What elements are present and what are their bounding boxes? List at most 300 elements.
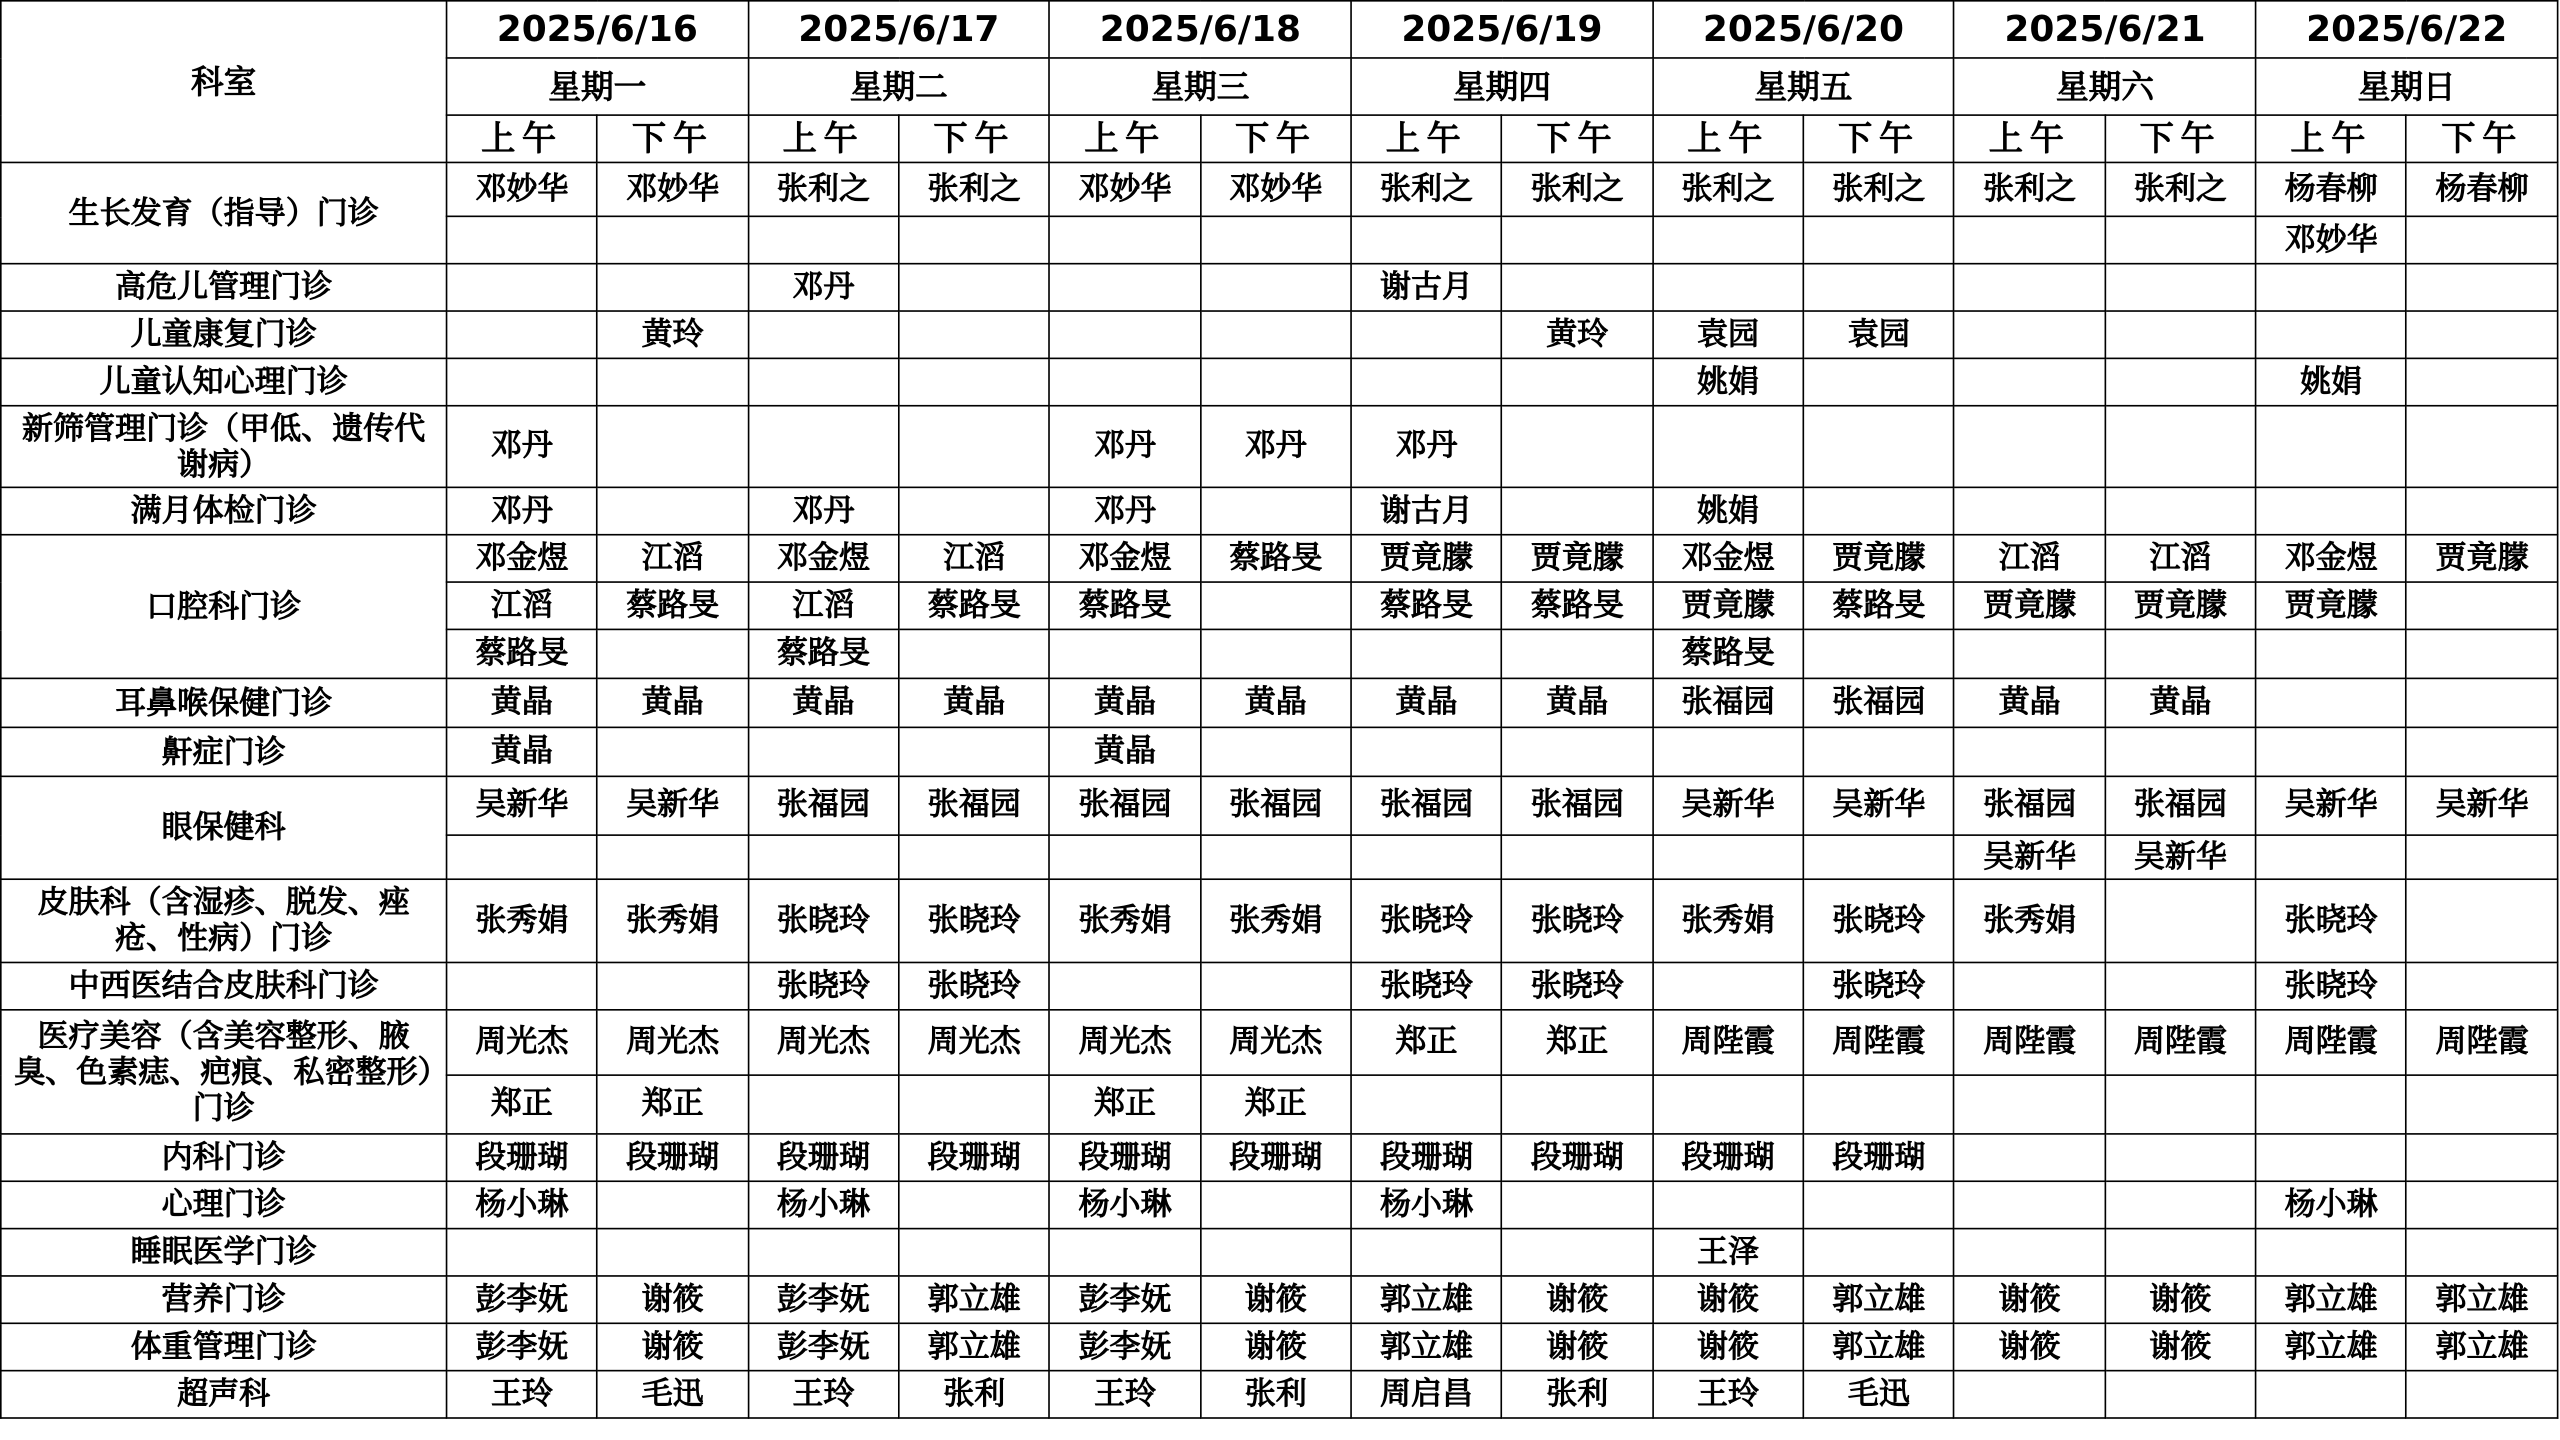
department-name: 口腔科门诊 xyxy=(1,535,447,679)
doctor-cell: 谢筱 xyxy=(1954,1323,2105,1370)
doctor-cell xyxy=(447,962,598,1009)
doctor-cell: 郭立雄 xyxy=(1803,1276,1954,1323)
doctor-cell: 郭立雄 xyxy=(899,1323,1050,1370)
doctor-cell xyxy=(2256,487,2407,534)
doctor-cell: 蔡路旻 xyxy=(1502,582,1653,629)
doctor-cell xyxy=(899,727,1050,776)
doctor-cell xyxy=(2407,358,2558,405)
doctor-cell: 郑正 xyxy=(1200,1075,1351,1134)
doctor-cell xyxy=(2407,1075,2558,1134)
doctor-cell xyxy=(1502,1181,1653,1228)
doctor-cell xyxy=(2105,406,2256,488)
schedule-row xyxy=(1,264,2558,311)
doctor-cell: 郑正 xyxy=(1502,1010,1653,1075)
doctor-cell: 郭立雄 xyxy=(2407,1323,2558,1370)
doctor-cell xyxy=(899,216,1050,263)
doctor-cell: 谢筱 xyxy=(1502,1276,1653,1323)
schedule-row xyxy=(1,727,2558,776)
doctor-cell xyxy=(1050,962,1201,1009)
doctor-cell: 段珊瑚 xyxy=(1653,1134,1804,1181)
doctor-cell xyxy=(1954,216,2105,263)
doctor-cell xyxy=(2407,879,2558,962)
doctor-cell: 谢筱 xyxy=(1653,1276,1804,1323)
doctor-cell: 彭李妩 xyxy=(447,1323,598,1370)
doctor-cell xyxy=(1050,216,1201,263)
doctor-cell: 段珊瑚 xyxy=(1351,1134,1502,1181)
doctor-cell: 邓金煜 xyxy=(748,535,899,582)
date-header: 2025/6/20 xyxy=(1653,1,1955,58)
doctor-cell xyxy=(2256,835,2407,879)
doctor-cell: 蔡路旻 xyxy=(748,629,899,678)
doctor-cell: 吴新华 xyxy=(2256,776,2407,835)
doctor-cell xyxy=(1351,311,1502,358)
weekday-header: 星期四 xyxy=(1351,58,1653,115)
department-header: 科室 xyxy=(1,1,447,163)
doctor-cell xyxy=(2407,727,2558,776)
doctor-cell: 张福园 xyxy=(1351,776,1502,835)
department-name: 儿童康复门诊 xyxy=(1,311,447,358)
doctor-cell: 王玲 xyxy=(447,1371,598,1418)
doctor-cell: 张晓玲 xyxy=(1351,879,1502,962)
doctor-cell xyxy=(1200,1229,1351,1276)
doctor-cell: 贾竟朦 xyxy=(2256,582,2407,629)
doctor-cell xyxy=(899,1075,1050,1134)
doctor-cell: 谢古月 xyxy=(1351,487,1502,534)
doctor-cell xyxy=(1351,727,1502,776)
doctor-cell: 段珊瑚 xyxy=(1502,1134,1653,1181)
doctor-cell: 黄晶 xyxy=(1351,678,1502,727)
doctor-cell: 张利之 xyxy=(2105,162,2256,216)
doctor-cell: 郭立雄 xyxy=(2256,1276,2407,1323)
doctor-cell: 张利 xyxy=(1200,1371,1351,1418)
doctor-cell: 吴新华 xyxy=(2105,835,2256,879)
doctor-cell: 邓丹 xyxy=(748,487,899,534)
doctor-cell: 张晓玲 xyxy=(748,962,899,1009)
doctor-cell xyxy=(1050,1229,1201,1276)
doctor-cell xyxy=(1351,216,1502,263)
doctor-cell: 郑正 xyxy=(1050,1075,1201,1134)
weekday-header: 星期二 xyxy=(748,58,1050,115)
schedule-row xyxy=(1,1371,2558,1418)
doctor-cell xyxy=(1502,406,1653,488)
doctor-cell xyxy=(1050,835,1201,879)
doctor-cell xyxy=(1803,216,1954,263)
doctor-cell: 张利之 xyxy=(1954,162,2105,216)
doctor-cell xyxy=(1502,1075,1653,1134)
doctor-cell xyxy=(1954,962,2105,1009)
doctor-cell xyxy=(2407,1134,2558,1181)
doctor-cell: 江滔 xyxy=(447,582,598,629)
doctor-cell xyxy=(1502,487,1653,534)
doctor-cell xyxy=(2105,1181,2256,1228)
doctor-cell: 贾竟朦 xyxy=(1954,582,2105,629)
date-header: 2025/6/22 xyxy=(2256,1,2558,58)
pm-header: 下午 xyxy=(1200,115,1351,162)
doctor-cell: 张福园 xyxy=(1803,678,1954,727)
doctor-cell xyxy=(597,216,748,263)
doctor-cell: 杨小琳 xyxy=(2256,1181,2407,1228)
doctor-cell: 邓丹 xyxy=(748,264,899,311)
department-name: 高危儿管理门诊 xyxy=(1,264,447,311)
department-name: 皮肤科（含湿疹、脱发、痤疮、性病）门诊 xyxy=(1,879,447,962)
doctor-cell xyxy=(1954,1134,2105,1181)
doctor-cell: 邓丹 xyxy=(447,406,598,488)
doctor-cell: 彭李妩 xyxy=(748,1276,899,1323)
doctor-cell: 周启昌 xyxy=(1351,1371,1502,1418)
doctor-cell xyxy=(2105,487,2256,534)
date-header: 2025/6/18 xyxy=(1050,1,1352,58)
schedule-row xyxy=(1,776,2558,835)
doctor-cell: 贾竟朦 xyxy=(1653,582,1804,629)
doctor-cell: 段珊瑚 xyxy=(1803,1134,1954,1181)
pm-header: 下午 xyxy=(1803,115,1954,162)
doctor-cell: 吴新华 xyxy=(1653,776,1804,835)
am-header: 上午 xyxy=(1351,115,1502,162)
doctor-cell xyxy=(1200,358,1351,405)
doctor-cell xyxy=(2105,264,2256,311)
doctor-cell: 张晓玲 xyxy=(899,879,1050,962)
doctor-cell xyxy=(1200,264,1351,311)
doctor-cell xyxy=(597,1181,748,1228)
pm-header: 下午 xyxy=(1502,115,1653,162)
doctor-cell xyxy=(899,264,1050,311)
doctor-cell: 张福园 xyxy=(748,776,899,835)
doctor-cell: 黄晶 xyxy=(447,678,598,727)
date-header: 2025/6/21 xyxy=(1954,1,2256,58)
doctor-cell xyxy=(2256,1075,2407,1134)
doctor-cell: 张利 xyxy=(1502,1371,1653,1418)
doctor-cell xyxy=(1803,358,1954,405)
doctor-cell xyxy=(2105,1229,2256,1276)
doctor-cell: 张利之 xyxy=(1653,162,1804,216)
doctor-cell xyxy=(2407,962,2558,1009)
doctor-cell: 周陛霞 xyxy=(1954,1010,2105,1075)
doctor-cell xyxy=(2105,962,2256,1009)
doctor-cell xyxy=(1803,487,1954,534)
doctor-cell: 张晓玲 xyxy=(1351,962,1502,1009)
doctor-cell: 姚娟 xyxy=(1653,358,1804,405)
department-name: 内科门诊 xyxy=(1,1134,447,1181)
department-name: 生长发育（指导）门诊 xyxy=(1,162,447,263)
doctor-cell xyxy=(597,727,748,776)
pm-header: 下午 xyxy=(2105,115,2256,162)
am-header: 上午 xyxy=(1050,115,1201,162)
doctor-cell: 黄玲 xyxy=(1502,311,1653,358)
doctor-cell xyxy=(447,1229,598,1276)
doctor-cell: 谢筱 xyxy=(2105,1323,2256,1370)
doctor-cell: 张秀娟 xyxy=(1653,879,1804,962)
weekday-header: 星期日 xyxy=(2256,58,2558,115)
doctor-cell xyxy=(1502,1229,1653,1276)
doctor-cell xyxy=(2407,264,2558,311)
doctor-cell xyxy=(597,358,748,405)
doctor-cell xyxy=(2256,264,2407,311)
doctor-cell: 邓丹 xyxy=(1200,406,1351,488)
doctor-cell xyxy=(748,835,899,879)
doctor-cell: 郭立雄 xyxy=(2407,1276,2558,1323)
schedule-row xyxy=(1,879,2558,962)
doctor-cell xyxy=(1050,264,1201,311)
doctor-cell xyxy=(2256,1371,2407,1418)
weekday-header: 星期三 xyxy=(1050,58,1352,115)
doctor-cell xyxy=(748,727,899,776)
doctor-cell xyxy=(748,311,899,358)
doctor-cell: 黄晶 xyxy=(1502,678,1653,727)
schedule-row xyxy=(1,1323,2558,1370)
doctor-cell xyxy=(2256,1134,2407,1181)
doctor-cell: 江滔 xyxy=(597,535,748,582)
schedule-row xyxy=(1,1276,2558,1323)
doctor-cell: 贾竟朦 xyxy=(2407,535,2558,582)
doctor-cell xyxy=(2407,629,2558,678)
doctor-cell: 王泽 xyxy=(1653,1229,1804,1276)
doctor-cell: 蔡路旻 xyxy=(899,582,1050,629)
doctor-cell: 邓金煜 xyxy=(2256,535,2407,582)
doctor-cell: 黄晶 xyxy=(1954,678,2105,727)
doctor-cell xyxy=(899,1181,1050,1228)
doctor-cell: 段珊瑚 xyxy=(899,1134,1050,1181)
doctor-cell xyxy=(2407,311,2558,358)
doctor-cell xyxy=(2407,1229,2558,1276)
doctor-cell: 袁园 xyxy=(1653,311,1804,358)
doctor-cell: 张晓玲 xyxy=(1803,962,1954,1009)
pm-header: 下午 xyxy=(597,115,748,162)
doctor-cell: 张福园 xyxy=(1502,776,1653,835)
doctor-cell xyxy=(899,358,1050,405)
doctor-cell xyxy=(1653,406,1804,488)
doctor-cell: 张利 xyxy=(899,1371,1050,1418)
doctor-cell xyxy=(1954,1181,2105,1228)
doctor-cell: 蔡路旻 xyxy=(1803,582,1954,629)
department-name: 鼾症门诊 xyxy=(1,727,447,776)
doctor-cell xyxy=(597,406,748,488)
doctor-cell: 杨小琳 xyxy=(1351,1181,1502,1228)
department-name: 满月体检门诊 xyxy=(1,487,447,534)
doctor-cell: 贾竟朦 xyxy=(1502,535,1653,582)
doctor-cell: 吴新华 xyxy=(597,776,748,835)
schedule-row xyxy=(1,962,2558,1009)
doctor-cell xyxy=(1351,835,1502,879)
doctor-cell: 张秀娟 xyxy=(1954,879,2105,962)
doctor-cell xyxy=(2407,1181,2558,1228)
doctor-cell xyxy=(748,1075,899,1134)
doctor-cell: 邓金煜 xyxy=(447,535,598,582)
doctor-cell: 郑正 xyxy=(597,1075,748,1134)
doctor-cell: 邓妙华 xyxy=(1050,162,1201,216)
doctor-cell xyxy=(1803,406,1954,488)
doctor-cell xyxy=(899,487,1050,534)
doctor-cell xyxy=(748,1229,899,1276)
date-header: 2025/6/16 xyxy=(447,1,749,58)
doctor-cell xyxy=(1351,1075,1502,1134)
doctor-cell xyxy=(1803,1181,1954,1228)
doctor-cell: 贾竟朦 xyxy=(1351,535,1502,582)
department-name: 中西医结合皮肤科门诊 xyxy=(1,962,447,1009)
doctor-cell xyxy=(2105,358,2256,405)
schedule-row xyxy=(1,1181,2558,1228)
doctor-cell xyxy=(2407,678,2558,727)
doctor-cell: 张晓玲 xyxy=(1502,962,1653,1009)
doctor-cell: 蔡路旻 xyxy=(1653,629,1804,678)
department-name: 睡眠医学门诊 xyxy=(1,1229,447,1276)
doctor-cell: 周陛霞 xyxy=(2105,1010,2256,1075)
doctor-cell xyxy=(1803,727,1954,776)
doctor-cell xyxy=(1200,962,1351,1009)
doctor-cell xyxy=(1653,727,1804,776)
doctor-cell xyxy=(1803,1075,1954,1134)
department-name: 新筛管理门诊（甲低、遗传代谢病） xyxy=(1,406,447,488)
doctor-cell xyxy=(899,629,1050,678)
schedule-row xyxy=(1,678,2558,727)
doctor-cell: 段珊瑚 xyxy=(1050,1134,1201,1181)
doctor-cell: 郭立雄 xyxy=(899,1276,1050,1323)
doctor-cell: 黄晶 xyxy=(1050,727,1201,776)
doctor-cell: 黄晶 xyxy=(2105,678,2256,727)
doctor-cell: 谢筱 xyxy=(2105,1276,2256,1323)
doctor-cell: 江滔 xyxy=(2105,535,2256,582)
doctor-cell: 谢筱 xyxy=(597,1323,748,1370)
doctor-cell xyxy=(597,1229,748,1276)
doctor-cell: 杨小琳 xyxy=(1050,1181,1201,1228)
doctor-cell: 邓妙华 xyxy=(2256,216,2407,263)
doctor-cell xyxy=(1502,727,1653,776)
doctor-cell xyxy=(447,264,598,311)
doctor-cell: 张晓玲 xyxy=(899,962,1050,1009)
doctor-cell: 邓丹 xyxy=(1050,487,1201,534)
doctor-cell xyxy=(1050,358,1201,405)
doctor-cell xyxy=(1954,1229,2105,1276)
doctor-cell: 蔡路旻 xyxy=(1200,535,1351,582)
doctor-cell: 张秀娟 xyxy=(1200,879,1351,962)
doctor-cell xyxy=(1502,358,1653,405)
doctor-cell: 王玲 xyxy=(748,1371,899,1418)
doctor-cell xyxy=(1803,835,1954,879)
doctor-cell: 段珊瑚 xyxy=(748,1134,899,1181)
doctor-cell: 张秀娟 xyxy=(447,879,598,962)
doctor-cell xyxy=(1050,629,1201,678)
doctor-cell xyxy=(2256,1229,2407,1276)
doctor-cell: 周陛霞 xyxy=(2407,1010,2558,1075)
doctor-cell: 吴新华 xyxy=(2407,776,2558,835)
am-header: 上午 xyxy=(748,115,899,162)
doctor-cell xyxy=(597,264,748,311)
department-name: 眼保健科 xyxy=(1,776,447,879)
doctor-cell xyxy=(1653,264,1804,311)
doctor-cell xyxy=(2256,406,2407,488)
schedule-row xyxy=(1,1134,2558,1181)
doctor-cell xyxy=(2407,835,2558,879)
doctor-cell xyxy=(1502,264,1653,311)
doctor-cell xyxy=(899,311,1050,358)
doctor-cell xyxy=(447,311,598,358)
doctor-cell: 黄晶 xyxy=(899,678,1050,727)
doctor-cell xyxy=(2105,216,2256,263)
doctor-cell xyxy=(748,358,899,405)
doctor-cell: 张利之 xyxy=(899,162,1050,216)
doctor-cell: 毛迅 xyxy=(1803,1371,1954,1418)
doctor-cell xyxy=(447,835,598,879)
doctor-cell xyxy=(1351,1229,1502,1276)
doctor-cell xyxy=(1954,311,2105,358)
doctor-cell: 谢筱 xyxy=(1200,1276,1351,1323)
doctor-cell: 周光杰 xyxy=(597,1010,748,1075)
doctor-cell: 郭立雄 xyxy=(1351,1323,1502,1370)
doctor-cell: 张晓玲 xyxy=(2256,962,2407,1009)
doctor-cell xyxy=(1200,582,1351,629)
doctor-cell: 张晓玲 xyxy=(1803,879,1954,962)
department-name: 医疗美容（含美容整形、腋臭、色素痣、疤痕、私密整形）门诊 xyxy=(1,1010,447,1134)
doctor-cell: 黄晶 xyxy=(447,727,598,776)
doctor-cell xyxy=(1954,1371,2105,1418)
doctor-cell: 张晓玲 xyxy=(748,879,899,962)
schedule-row xyxy=(1,358,2558,405)
doctor-cell: 郭立雄 xyxy=(1803,1323,1954,1370)
doctor-cell xyxy=(2407,582,2558,629)
doctor-cell: 郭立雄 xyxy=(1351,1276,1502,1323)
doctor-cell: 蔡路旻 xyxy=(1351,582,1502,629)
doctor-cell: 周光杰 xyxy=(748,1010,899,1075)
doctor-cell: 张秀娟 xyxy=(597,879,748,962)
doctor-cell xyxy=(597,487,748,534)
doctor-cell: 谢筱 xyxy=(1954,1276,2105,1323)
doctor-cell: 郭立雄 xyxy=(2256,1323,2407,1370)
doctor-cell xyxy=(2105,727,2256,776)
doctor-cell xyxy=(2105,311,2256,358)
doctor-cell xyxy=(1200,1181,1351,1228)
doctor-cell: 张福园 xyxy=(1954,776,2105,835)
doctor-cell xyxy=(2105,1371,2256,1418)
doctor-cell: 蔡路旻 xyxy=(597,582,748,629)
doctor-cell: 杨小琳 xyxy=(748,1181,899,1228)
doctor-cell xyxy=(597,835,748,879)
doctor-cell xyxy=(1502,629,1653,678)
doctor-cell xyxy=(1502,216,1653,263)
doctor-cell: 王玲 xyxy=(1050,1371,1201,1418)
doctor-cell xyxy=(899,835,1050,879)
doctor-cell: 彭李妩 xyxy=(1050,1276,1201,1323)
doctor-cell: 周光杰 xyxy=(1050,1010,1201,1075)
doctor-cell: 周陛霞 xyxy=(1803,1010,1954,1075)
doctor-cell xyxy=(1954,1075,2105,1134)
doctor-cell xyxy=(748,406,899,488)
doctor-cell: 袁园 xyxy=(1803,311,1954,358)
doctor-cell: 周光杰 xyxy=(1200,1010,1351,1075)
doctor-cell: 黄晶 xyxy=(597,678,748,727)
doctor-cell xyxy=(2105,629,2256,678)
department-name: 儿童认知心理门诊 xyxy=(1,358,447,405)
doctor-cell xyxy=(2105,879,2256,962)
doctor-cell: 邓丹 xyxy=(447,487,598,534)
doctor-cell xyxy=(2256,629,2407,678)
doctor-cell: 周光杰 xyxy=(899,1010,1050,1075)
doctor-cell: 江滔 xyxy=(748,582,899,629)
doctor-cell xyxy=(1200,311,1351,358)
schedule-row xyxy=(1,1229,2558,1276)
doctor-cell: 谢筱 xyxy=(1502,1323,1653,1370)
doctor-cell xyxy=(1351,358,1502,405)
doctor-cell: 张利之 xyxy=(1351,162,1502,216)
doctor-cell: 黄晶 xyxy=(748,678,899,727)
doctor-cell: 蔡路旻 xyxy=(1050,582,1201,629)
doctor-cell: 周陛霞 xyxy=(2256,1010,2407,1075)
weekday-header: 星期一 xyxy=(447,58,749,115)
doctor-cell xyxy=(2407,1371,2558,1418)
doctor-cell: 贾竟朦 xyxy=(1803,535,1954,582)
doctor-cell: 彭李妩 xyxy=(1050,1323,1201,1370)
doctor-cell: 邓妙华 xyxy=(597,162,748,216)
doctor-cell xyxy=(1954,358,2105,405)
department-name: 体重管理门诊 xyxy=(1,1323,447,1370)
